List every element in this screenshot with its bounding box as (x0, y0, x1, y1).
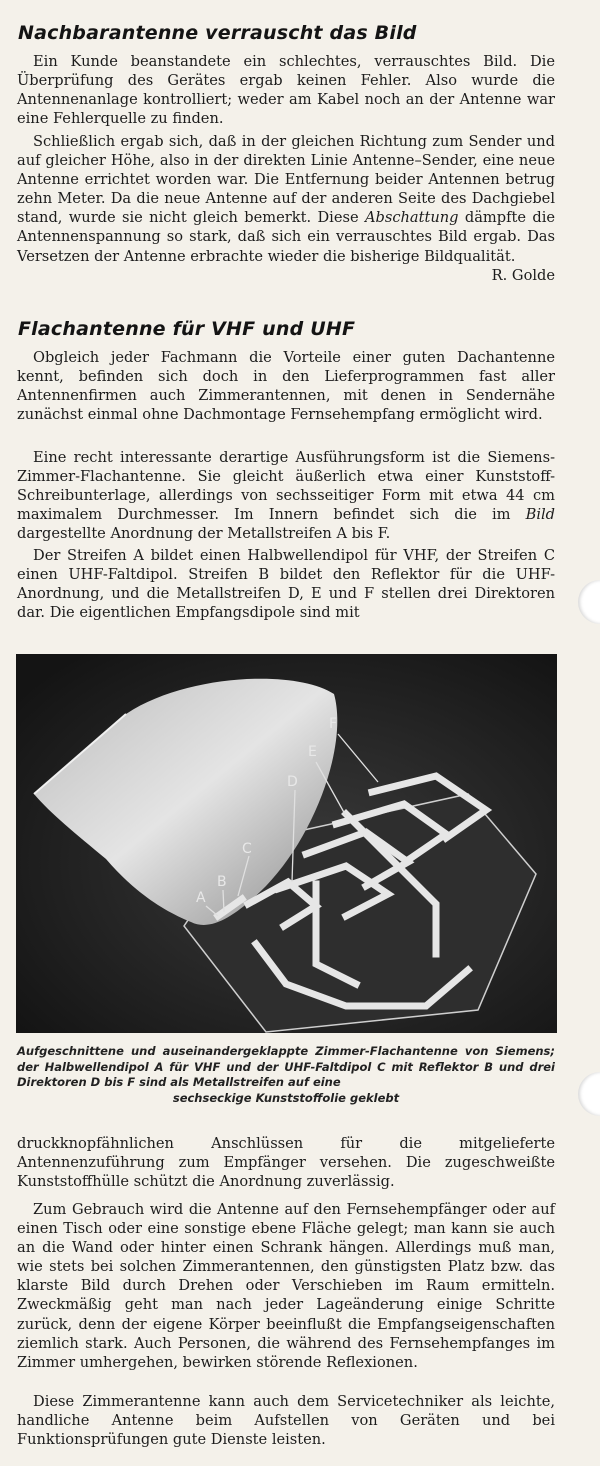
article2-paragraph-3: Der Streifen A bildet einen Halbwellendipol für VHF, der Streifen C einen UHF-Faltdipol. Streifen B bildet den Reflektor für die UHF-Anordnung, und die Metallstreifen D, E und F stellen drei Direktoren dar. Die eigentlichen Empfangsdipole sind mit (17, 547, 555, 622)
label-b: B (217, 874, 227, 890)
article1-p2-emphasis: Abschattung (364, 209, 459, 227)
article1-title: Nachbarantenne verrauscht das Bild (18, 22, 417, 44)
article2-p2-text-a: Eine recht interessante derartige Ausführungsform ist die Siemens-Zimmer-Flachantenne. Sie gleicht äußerlich etwa einer Kunststoff-Schreibunterlage, allerdings von sechsseitiger Form mit etwa 44 cm maximalem Durchmesser. Im Innern befindet sich die im (17, 449, 555, 524)
article2-p2-emphasis: Bild (525, 506, 555, 524)
figure-caption-last-line: sechseckige Kunststoffolie geklebt (172, 1090, 400, 1105)
punch-hole-bottom (578, 1072, 600, 1116)
label-f: F (329, 716, 338, 732)
article2-paragraph-2 (17, 448, 555, 543)
punch-hole-top (578, 580, 600, 624)
antenna-illustration (16, 654, 557, 1033)
article2-paragraph-4: druckknopfähnlichen Anschlüssen für die mitgelieferte Antennenzuführung zum Empfänger versehen. Die zugeschweißte Kunststoffhülle schützt die Anordnung zuverlässig. (17, 1135, 555, 1191)
article2-p2-text-b: dargestellte Anordnung der Metallstreifen A bis F. (17, 525, 391, 543)
label-c: C (242, 841, 252, 857)
article2-paragraph-6: Diese Zimmerantenne kann auch dem Servicetechniker als leichte, handliche Antenne beim Aufstellen von Geräten und bei Funktionsprüfungen gute Dienste leisten. (17, 1393, 555, 1449)
article2-title: Flachantenne für VHF und UHF (18, 318, 356, 340)
article1-p2-text-a: Schließlich ergab sich, daß in der gleichen Richtung zum Sender und auf gleicher Höhe, also in der direkten Linie Antenne–Sender, eine neue Antenne errichtet worden war. Die Entfernung beider Antennen betrug zehn Meter. Da die neue Antenne auf der anderen Seite des Dachgiebel stand, wurde sie nicht gleich bemerkt. Diese (17, 133, 555, 227)
article1-p2-text-b: dämpfte die Antennenspannung so stark, daß sich ein verrauschtes Bild ergab. Das Versetzen der Antenne erbrachte wieder die bisherige Bildqualität. (17, 209, 555, 265)
article2-paragraph-5: Zum Gebrauch wird die Antenne auf den Fernsehempfänger oder auf einen Tisch oder eine sonstige ebene Fläche gelegt; man kann sie auch an die Wand oder hinter einen Schrank hängen. Allerdings muß man, wie stets bei solchen Zimmerantennen, den günstigsten Platz bzw. das klarste Bild durch Drehen oder Verschieben im Raum ermitteln. Zweckmäßig geht man nach jeder Lageänderung einige Schritte zurück, denn der eigene Körper beeinflußt die Empfangseigenschaften ziemlich stark. Auch Personen, die während des Fernsehempfanges im Zimmer umhergehen, bewirken störende Reflexionen. (17, 1201, 555, 1371)
article1-paragraph-1: Ein Kunde beanstandete ein schlechtes, verrauschtes Bild. Die Überprüfung des Gerätes ergab keinen Fehler. Also wurde die Antennenanlage kontrolliert; weder am Kabel noch an der Antenne war eine Fehlerquelle zu finden. (17, 53, 555, 128)
label-a: A (196, 890, 206, 906)
article2-paragraph-1: Obgleich jeder Fachmann die Vorteile einer guten Dachantenne kennt, befinden sich doch in den Lieferprogrammen fast aller Antennenfirmen auch Zimmerantennen, mit denen in Sendernähe zunächst einmal ohne Dachmontage Fernsehempfang ermöglicht wird. (17, 349, 555, 424)
article1-paragraph-2 (17, 132, 555, 285)
label-d: D (287, 774, 298, 790)
figure-caption (17, 1044, 555, 1106)
figure-caption-text: Aufgeschnittene und auseinandergeklappte Zimmer-Flachantenne von Siemens; der Halbwellendipol A für VHF und der UHF-Faltdipol C mit Reflektor B und drei Direktoren D bis F sind als Metallstreifen auf eine (17, 1044, 555, 1089)
article1-author: R. Golde (491, 266, 555, 284)
antenna-photo (16, 654, 557, 1033)
label-e: E (308, 744, 317, 760)
